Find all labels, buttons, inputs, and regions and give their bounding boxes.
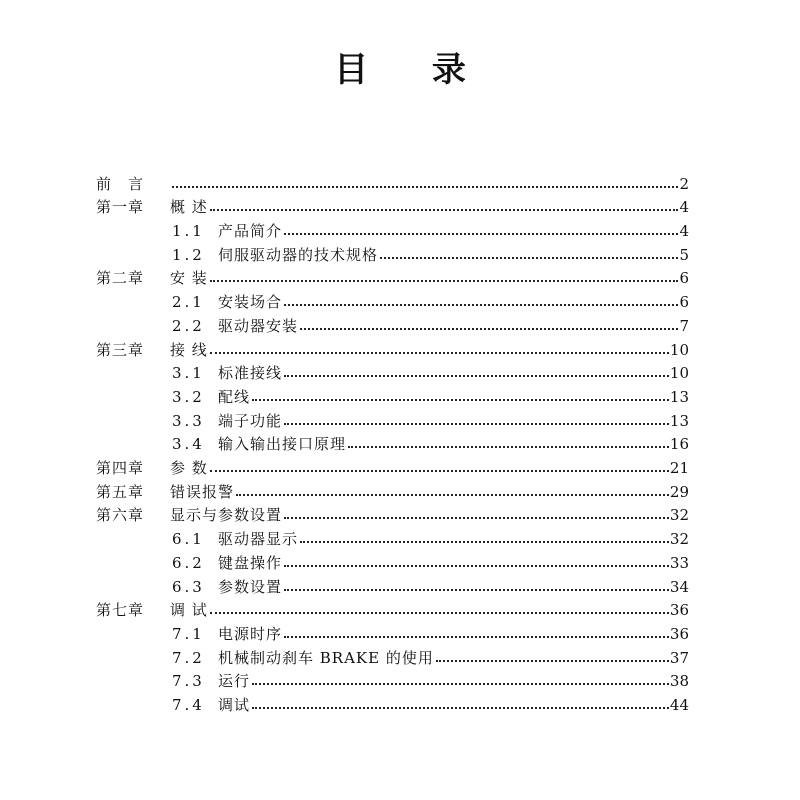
section-number: 7.4 xyxy=(172,696,205,715)
page-title: 目 录 xyxy=(334,50,492,90)
entry-title: 标准接线 xyxy=(218,364,283,383)
page-number: 6 xyxy=(679,293,689,312)
entry-title: 安装场合 xyxy=(218,293,283,312)
toc-chapter-entry[interactable] xyxy=(96,170,689,194)
page-number: 36 xyxy=(669,601,689,620)
dot-leader xyxy=(284,517,669,519)
dot-leader xyxy=(284,423,669,425)
toc-section-entry[interactable] xyxy=(172,526,689,550)
toc-section-entry[interactable] xyxy=(172,668,689,692)
page-number: 16 xyxy=(669,435,689,454)
toc-chapter-entry[interactable] xyxy=(96,454,689,478)
chapter-label: 前 言 xyxy=(96,174,145,193)
dot-leader xyxy=(284,304,678,306)
toc-section-entry[interactable] xyxy=(172,620,689,644)
toc-chapter-entry[interactable] xyxy=(96,265,689,289)
page-number: 6 xyxy=(679,269,689,288)
toc-section-entry[interactable] xyxy=(172,644,689,668)
toc-section-entry[interactable] xyxy=(172,691,689,715)
dot-leader xyxy=(252,683,669,685)
section-number: 3.2 xyxy=(172,387,205,406)
dot-leader xyxy=(284,589,669,591)
chapter-label: 第一章 xyxy=(96,198,145,217)
chapter-label: 第四章 xyxy=(96,459,145,478)
toc-section-entry[interactable] xyxy=(172,217,689,241)
toc-section-entry[interactable] xyxy=(172,573,689,597)
section-number: 6.1 xyxy=(172,530,205,549)
toc-section-entry[interactable] xyxy=(172,360,689,384)
page-number: 34 xyxy=(669,577,689,596)
page-number: 21 xyxy=(669,459,689,478)
entry-title: 键盘操作 xyxy=(218,553,283,572)
dot-leader xyxy=(252,399,669,401)
section-number: 3.4 xyxy=(172,435,205,454)
entry-title: 接 线 xyxy=(170,340,208,359)
section-number: 2.2 xyxy=(172,316,205,335)
page-number: 4 xyxy=(679,222,689,241)
toc-section-entry[interactable] xyxy=(172,407,689,431)
toc-section-entry[interactable] xyxy=(172,312,689,336)
entry-title: 显示与参数设置 xyxy=(170,506,283,525)
section-number: 1.1 xyxy=(172,222,205,241)
dot-leader xyxy=(210,470,669,472)
toc-section-entry[interactable] xyxy=(172,289,689,313)
toc-chapter-entry[interactable] xyxy=(96,478,689,502)
dot-leader xyxy=(210,280,679,282)
toc-chapter-entry[interactable] xyxy=(96,336,689,360)
toc-section-entry[interactable] xyxy=(172,383,689,407)
entry-title: 运行 xyxy=(218,672,251,691)
toc-section-entry[interactable] xyxy=(172,241,689,265)
section-number: 1.2 xyxy=(172,245,205,264)
entry-title: 机械制动刹车 BRAKE 的使用 xyxy=(218,648,434,667)
dot-leader xyxy=(300,328,678,330)
toc-chapter-entry[interactable] xyxy=(96,597,689,621)
entry-title: 驱动器安装 xyxy=(218,316,299,335)
entry-title: 产品简介 xyxy=(218,222,283,241)
entry-title: 参 数 xyxy=(170,459,208,478)
chapter-label: 第七章 xyxy=(96,601,145,620)
page-number: 7 xyxy=(679,316,689,335)
page-number: 13 xyxy=(669,411,689,430)
section-number: 3.3 xyxy=(172,411,205,430)
section-number: 3.1 xyxy=(172,364,205,383)
toc-chapter-entry[interactable] xyxy=(96,194,689,218)
entry-title: 输入输出接口原理 xyxy=(218,435,347,454)
dot-leader xyxy=(284,565,669,567)
chapter-label: 第六章 xyxy=(96,506,145,525)
page-number: 10 xyxy=(669,364,689,383)
entry-title: 概 述 xyxy=(170,198,208,217)
section-number: 6.2 xyxy=(172,553,205,572)
chapter-label: 第三章 xyxy=(96,340,145,359)
dot-leader xyxy=(348,446,669,448)
entry-title: 端子功能 xyxy=(218,411,283,430)
dot-leader xyxy=(284,375,669,377)
page-number: 5 xyxy=(679,245,689,264)
section-number: 6.3 xyxy=(172,577,205,596)
dot-leader xyxy=(284,636,669,638)
dot-leader xyxy=(210,209,679,211)
page-number: 29 xyxy=(669,482,689,501)
dot-leader xyxy=(236,494,669,496)
page-number: 2 xyxy=(679,174,689,193)
entry-title: 参数设置 xyxy=(218,577,283,596)
dot-leader xyxy=(210,612,669,614)
page-number: 10 xyxy=(669,340,689,359)
entry-title: 配线 xyxy=(218,387,251,406)
dot-leader xyxy=(300,541,669,543)
page-number: 32 xyxy=(669,530,689,549)
section-number: 7.1 xyxy=(172,624,205,643)
entry-title: 伺服驱动器的技术规格 xyxy=(218,245,379,264)
toc-chapter-entry[interactable] xyxy=(96,502,689,526)
chapter-label: 第二章 xyxy=(96,269,145,288)
entry-title: 驱动器显示 xyxy=(218,530,299,549)
dot-leader xyxy=(436,660,669,662)
page-number: 36 xyxy=(669,624,689,643)
page-number: 38 xyxy=(669,672,689,691)
entry-title: 电源时序 xyxy=(218,624,283,643)
toc-section-entry[interactable] xyxy=(172,431,689,455)
entry-title: 安 装 xyxy=(170,269,208,288)
entry-title: 调 试 xyxy=(170,601,208,620)
chapter-label: 第五章 xyxy=(96,482,145,501)
page-number: 37 xyxy=(669,648,689,667)
dot-leader xyxy=(284,233,678,235)
page-number: 44 xyxy=(669,696,689,715)
toc-section-entry[interactable] xyxy=(172,549,689,573)
page-number: 13 xyxy=(669,387,689,406)
dot-leader xyxy=(252,707,669,709)
entry-title: 错误报警 xyxy=(170,482,235,501)
dot-leader xyxy=(172,186,678,188)
dot-leader xyxy=(210,352,669,354)
section-number: 2.1 xyxy=(172,293,205,312)
section-number: 7.2 xyxy=(172,648,205,667)
dot-leader xyxy=(380,257,678,259)
section-number: 7.3 xyxy=(172,672,205,691)
page-number: 4 xyxy=(679,198,689,217)
page-number: 33 xyxy=(669,553,689,572)
page-number: 32 xyxy=(669,506,689,525)
entry-title: 调试 xyxy=(218,696,251,715)
